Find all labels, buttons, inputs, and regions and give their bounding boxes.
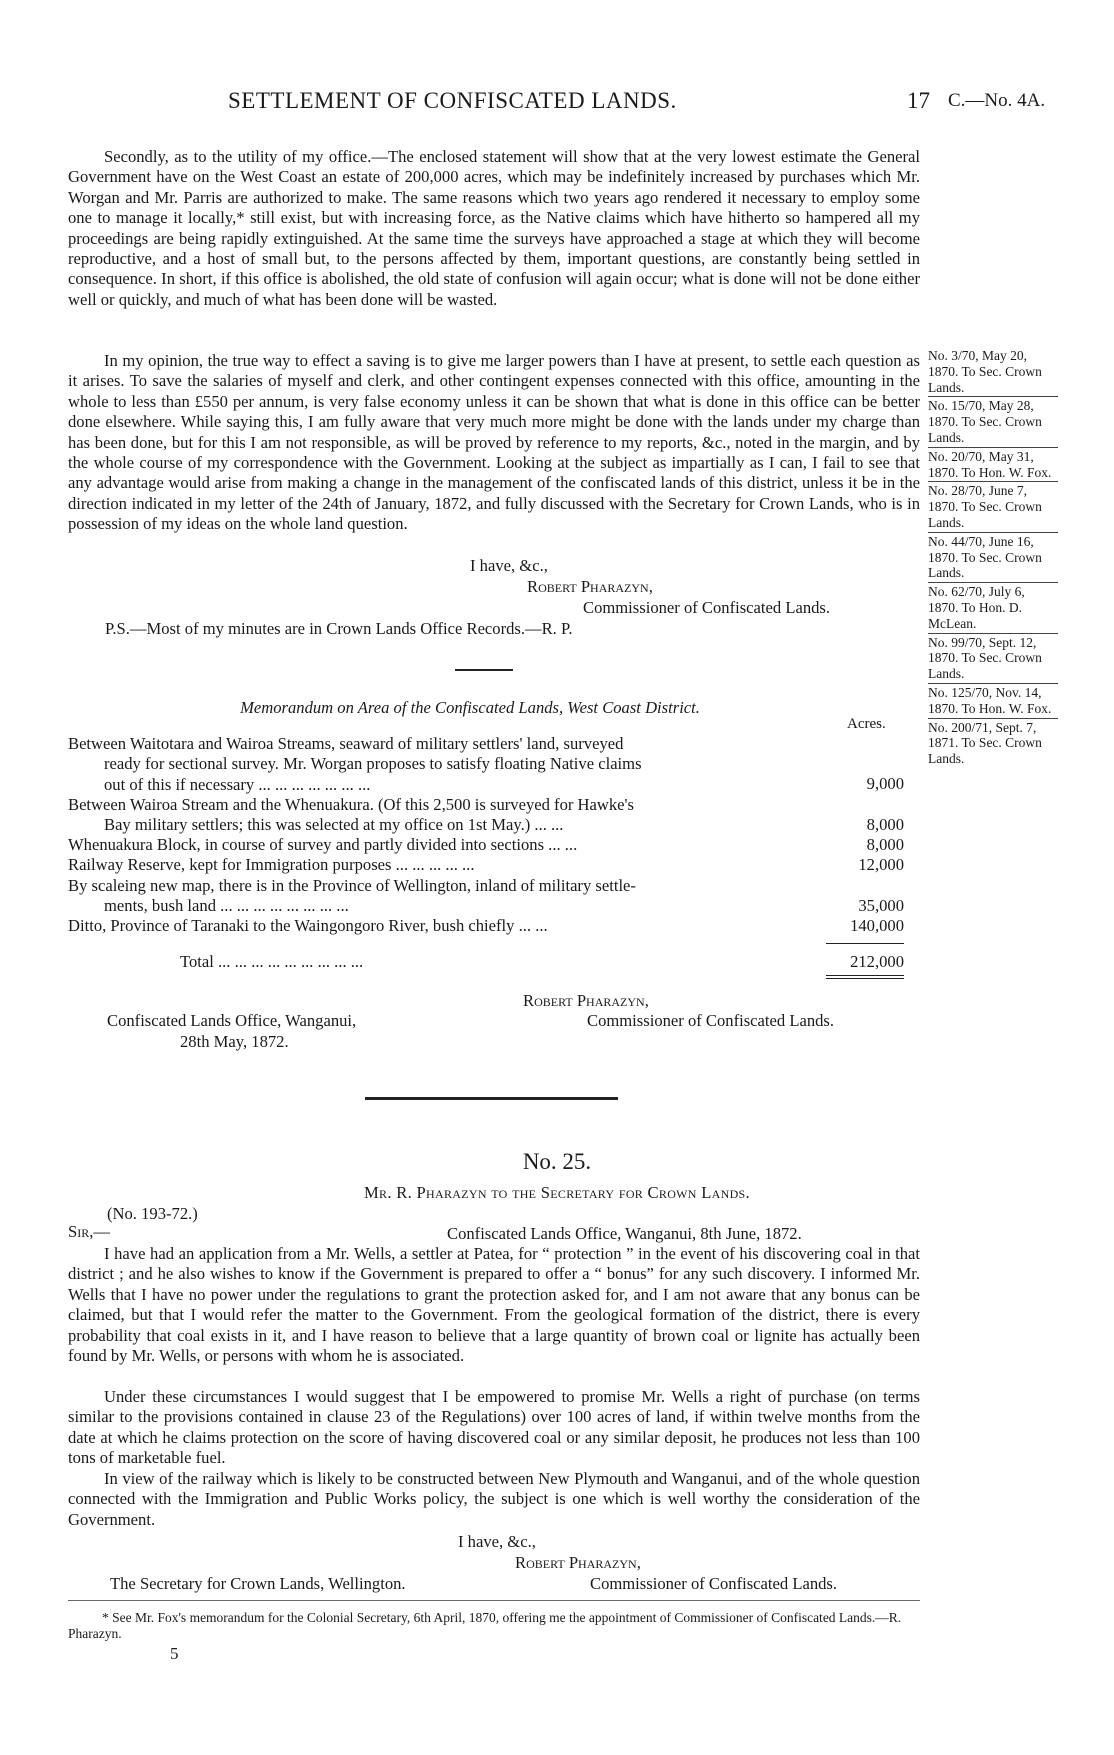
letter-number: No. 25. <box>522 1149 592 1174</box>
total-double-rule <box>826 978 904 979</box>
letter1-closing: I have, &c., <box>470 556 548 575</box>
memorandum-row <box>0 835 1114 856</box>
letter2-paragraph-1: I have had an application from a Mr. Wells, a settler at Patea, for “ protection ” in the event of his discovering coal in that district ; and he also wishes to know if the Government is prepared to offer a “ bonus” for any such discovery. I informed Mr. Wells that I have no power under the regulations to grant the protection asked for, and I am not aware that any bonus can be claimed, but that I would refer the matter to the Government. From the geological formation of the district, there is every probability that coal exists in it, and I have reason to believe that a large quantity of brown coal or lignite has actually been found by Mr. Wells, or persons with whom he is associated. <box>68 1244 920 1366</box>
margin-note: No. 200/71, Sept. 7, 1871. To Sec. Crown Lands. <box>928 719 1042 767</box>
page-header <box>0 88 1114 118</box>
margin-notes <box>928 348 1058 769</box>
memorandum-row-value: 35,000 <box>858 896 904 915</box>
memorandum-total-row <box>0 952 1114 973</box>
letter-reference: (No. 193-72.) <box>107 1204 198 1223</box>
memorandum-signatory: Robert Pharazyn, <box>523 991 649 1010</box>
margin-note: No. 15/70, May 28, 1870. To Sec. Crown Lands. <box>928 398 1058 447</box>
letter1-paragraph-2: In my opinion, the true way to effect a saving is to give me larger powers than I have at present, to settle each question as it arises. To save the salaries of myself and clerk, and other contingent expenses connected with this office, amounting in the whole to less than £550 per annum, is very false economy unless it can be shown that what is done in this office can be better done elsewhere. While saying this, I am fully aware that very much more might be done with the lands under my charge than has been done, but for this I am not responsible, as will be proved by reference to my reports, &c., noted in the margin, and by the whole course of my correspondence with the Government. Looking at the subject as impartially as I can, I fail to see that any advantage would arise from making a change in the management of the confiscated lands of this district, unless it be in the direction indicated in my letter of the 24th of January, 1872, and fully discussed with the Secretary for Crown Lands, who is in possession of my ideas on the whole land question. <box>68 351 920 534</box>
footnote: * See Mr. Fox's memorandum for the Colonial Secretary, 6th April, 1870, offering me the appointment of Commissioner of Confiscated Lands.—R. Pharazyn. <box>68 1610 902 1641</box>
letter-salutation: Sir,— <box>68 1222 110 1241</box>
memorandum-date: 28th May, 1872. <box>180 1032 289 1051</box>
memorandum-row <box>0 795 1114 837</box>
memorandum-row-text: Ditto, Province of Taranaki to the Waingongoro River, bush chiefly ... ... <box>68 916 548 935</box>
letter2-signatory: Robert Pharazyn, <box>515 1553 641 1572</box>
memorandum-row-text: Railway Reserve, kept for Immigration purposes ... ... ... ... ... <box>68 855 475 874</box>
page-title: SETTLEMENT OF CONFISCATED LANDS. <box>228 88 677 113</box>
total-rule <box>826 943 904 944</box>
letter-place-date: Confiscated Lands Office, Wanganui, 8th June, 1872. <box>447 1224 802 1243</box>
document-reference: C.—No. 4A. <box>948 90 1046 111</box>
memorandum-row <box>0 855 1114 876</box>
memorandum-row-text: Whenuakura Block, in course of survey and partly divided into sections ... ... <box>68 835 578 854</box>
memorandum-row-text: By scaleing new map, there is in the Province of Wellington, inland of military settle- <box>68 876 636 895</box>
memorandum-row-value: 8,000 <box>866 815 904 834</box>
memorandum-place: Confiscated Lands Office, Wanganui, <box>107 1011 357 1030</box>
memorandum-total-label: Total ... ... ... ... ... ... ... ... ... <box>180 952 364 971</box>
memorandum-row-text: Bay military settlers; this was selected at my office on 1st May.) ... ... <box>104 815 564 835</box>
memorandum-row <box>0 916 1114 937</box>
letter2-paragraph-3: In view of the railway which is likely to be constructed between New Plymouth and Wanganui, and of the whole question connected with the Immigration and Public Works policy, the subject is one which is well worthy the consideration of the Government. <box>68 1469 920 1529</box>
memorandum-title: Memorandum on Area of the Confiscated Lands, West Coast District. <box>240 698 700 717</box>
letter1-paragraph-1: Secondly, as to the utility of my office.—The enclosed statement will show that at the very lowest estimate the General Government have on the West Coast an estate of 200,000 acres, which may be indefinitely increased by purchases which Mr. Worgan and Mr. Parris are authorized to make. The same reasons which two years ago rendered it necessary to employ some one to manage it locally,* still exist, but with increasing force, as the Native claims which have hitherto so hampered all my proceedings are being rapidly extinguished. At the same time the surveys have approached a stage at which they will become reproductive, and a host of small but, to the persons affected by them, important questions, are constantly being settled in consequence. In short, if this office is abolished, the old state of confusion will again occur; what is done will not be done either well or quickly, and much of what has been done will be wasted. <box>68 147 920 309</box>
memorandum-row-value: 140,000 <box>850 916 904 935</box>
letter2-paragraph-2: Under these circumstances I would suggest that I be empowered to promise Mr. Wells a right of purchase (on terms similar to the provisions contained in clause 23 of the Regulations) over 100 acres of land, if within twelve months from the date at which he claims protection on the score of having discovered coal or any similar deposit, he produces not less than 100 tons of marketable fuel. <box>68 1387 920 1468</box>
letter2-closing: I have, &c., <box>458 1532 536 1551</box>
memorandum-row-text: Between Waitotara and Wairoa Streams, seaward of military settlers' land, surveyed <box>68 734 624 753</box>
letter1-postscript: P.S.—Most of my minutes are in Crown Lands Office Records.—R. P. <box>105 619 573 638</box>
memorandum-signatory-title: Commissioner of Confiscated Lands. <box>587 1011 835 1030</box>
section-divider <box>455 669 513 671</box>
margin-note: No. 3/70, May 20, 1870. To Sec. Crown Lands. <box>928 348 1058 397</box>
margin-note: No. 125/70, Nov. 14, 1870. To Hon. W. Fox. <box>928 685 1058 719</box>
memorandum-total-value: 212,000 <box>850 952 904 971</box>
footnote-rule <box>68 1600 920 1601</box>
page-number: 17 <box>907 88 930 113</box>
total-double-rule <box>826 975 904 976</box>
memorandum-row-value: 12,000 <box>858 855 904 874</box>
margin-note: No. 99/70, Sept. 12, 1870. To Sec. Crown Lands. <box>928 635 1058 684</box>
memorandum-row <box>0 734 1114 796</box>
margin-note: No. 62/70, July 6, 1870. To Hon. D. McLean. <box>928 584 1058 633</box>
letter1-signatory-title: Commissioner of Confiscated Lands. <box>583 598 831 617</box>
memorandum-row-text: out of this if necessary ... ... ... ... ... ... ... <box>104 774 371 794</box>
acres-column-header: Acres. <box>847 716 886 732</box>
memorandum-row <box>0 876 1114 918</box>
signature-mark: 5 <box>170 1644 179 1663</box>
letter1-signatory: Robert Pharazyn, <box>527 577 653 596</box>
section-divider-heavy <box>365 1097 618 1100</box>
margin-note: No. 44/70, June 16, 1870. To Sec. Crown Lands. <box>928 534 1058 583</box>
letter-heading: Mr. R. Pharazyn to the Secretary for Crown Lands. <box>364 1183 750 1202</box>
memorandum-row-text: ready for sectional survey. Mr. Worgan proposes to satisfy floating Native claims <box>104 754 642 774</box>
memorandum-row-text: ments, bush land ... ... ... ... ... ... ... ... <box>104 896 349 916</box>
margin-note: No. 20/70, May 31, 1870. To Hon. W. Fox. <box>928 449 1058 483</box>
letter2-signatory-title: Commissioner of Confiscated Lands. <box>590 1574 838 1593</box>
memorandum-row-text: Between Wairoa Stream and the Whenuakura. (Of this 2,500 is surveyed for Hawke's <box>68 795 634 814</box>
memorandum-row-value: 8,000 <box>866 835 904 854</box>
margin-note: No. 28/70, June 7, 1870. To Sec. Crown Lands. <box>928 483 1058 532</box>
letter2-addressee: The Secretary for Crown Lands, Wellington. <box>110 1574 406 1593</box>
memorandum-row-value: 9,000 <box>866 774 904 793</box>
